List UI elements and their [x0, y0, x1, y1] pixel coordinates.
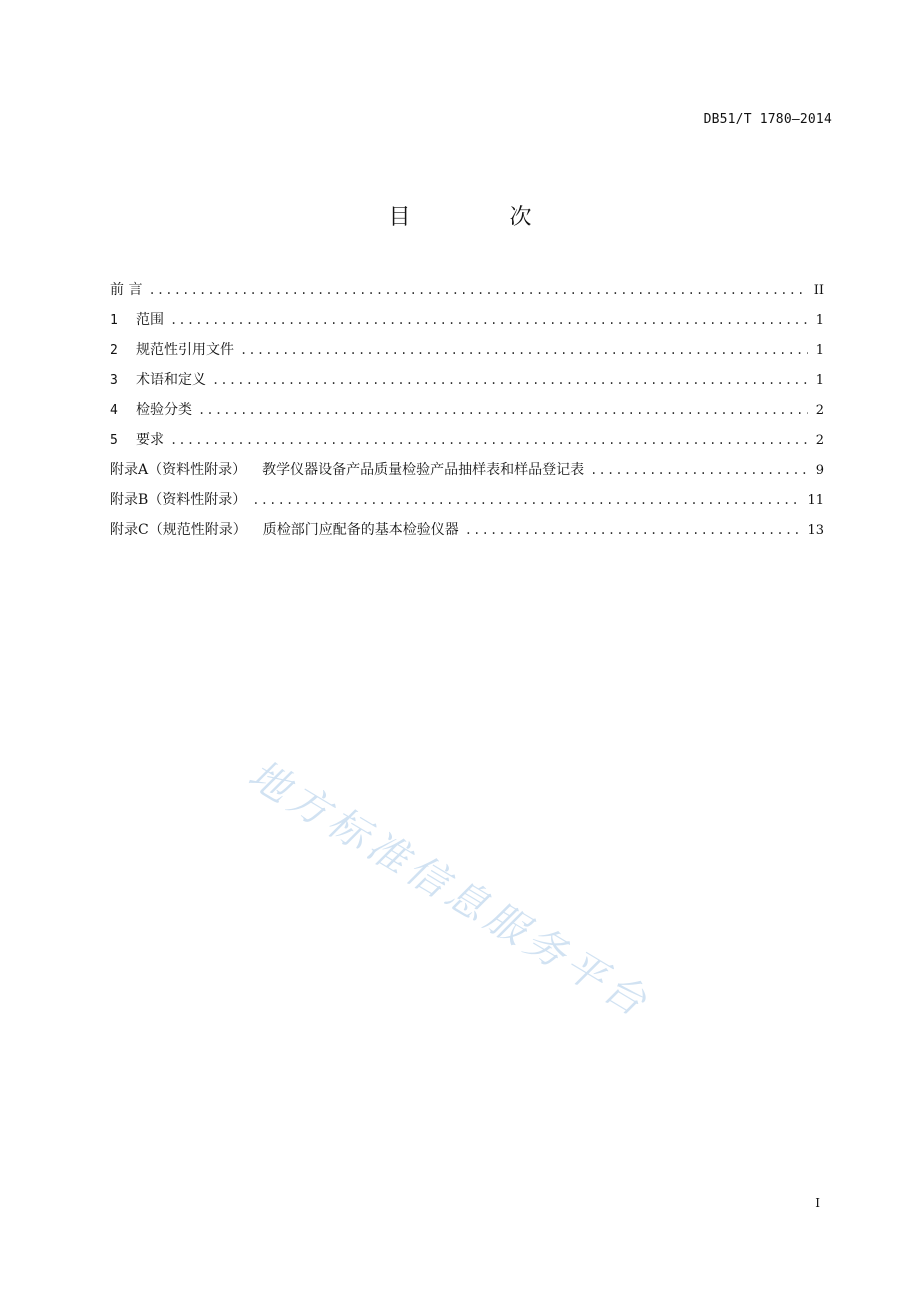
toc-dot-leader [170, 428, 808, 452]
toc-entry-annex-c[interactable] [110, 518, 824, 548]
toc-entry-label: 前 言 [110, 282, 143, 298]
page-number: I [815, 1196, 820, 1210]
toc-entry-requirements[interactable] [110, 428, 824, 458]
toc-section-number: 5 [110, 433, 118, 448]
table-of-contents [110, 278, 824, 548]
toc-entry-label: 范围 [136, 312, 164, 328]
toc-page-number: 1 [815, 373, 824, 388]
toc-entry-normative-references[interactable] [110, 338, 824, 368]
watermark: 地方标准信息服务平台 [240, 751, 659, 1028]
toc-dot-leader [240, 338, 808, 362]
toc-entry-inspection-classification[interactable] [110, 398, 824, 428]
toc-entry-foreword[interactable] [110, 278, 824, 308]
toc-section-number: 1 [110, 313, 118, 328]
toc-dot-leader [170, 308, 808, 332]
toc-annex-tag: 附录A（资料性附录） [110, 462, 247, 478]
toc-section-number: 2 [110, 343, 118, 358]
toc-entry-label: 质检部门应配备的基本检验仪器 [262, 522, 459, 538]
toc-page-number: 2 [815, 433, 824, 448]
toc-annex-tag: 附录B（资料性附录） [110, 492, 247, 508]
toc-section-number: 4 [110, 403, 118, 418]
toc-page-number: 11 [807, 493, 824, 508]
toc-entry-annex-b[interactable] [110, 488, 824, 518]
toc-dot-leader [465, 518, 802, 542]
toc-annex-tag: 附录C（规范性附录） [110, 522, 247, 538]
document-code: DB51/T 1780—2014 [703, 112, 832, 127]
page-title: 目 次 [388, 205, 578, 230]
toc-entry-terms-definitions[interactable] [110, 368, 824, 398]
toc-dot-leader [148, 278, 807, 302]
toc-entry-label: 要求 [136, 432, 164, 448]
toc-entry-annex-a[interactable] [110, 458, 824, 488]
toc-page-number: 9 [815, 463, 824, 478]
toc-dot-leader [198, 398, 808, 422]
toc-dot-leader [212, 368, 808, 392]
toc-page-number: 1 [815, 343, 824, 358]
toc-page-number: II [813, 283, 824, 298]
toc-entry-scope[interactable] [110, 308, 824, 338]
toc-section-number: 3 [110, 373, 118, 388]
toc-dot-leader [252, 488, 801, 512]
toc-entry-label: 检验分类 [136, 402, 192, 418]
toc-entry-label: 规范性引用文件 [136, 342, 234, 358]
toc-dot-leader [590, 458, 808, 482]
toc-entry-label: 术语和定义 [136, 372, 206, 388]
toc-page-number: 1 [815, 313, 824, 328]
toc-page-number: 13 [807, 523, 824, 538]
toc-entry-label: 教学仪器设备产品质量检验产品抽样表和样品登记表 [262, 462, 585, 478]
toc-page-number: 2 [815, 403, 824, 418]
